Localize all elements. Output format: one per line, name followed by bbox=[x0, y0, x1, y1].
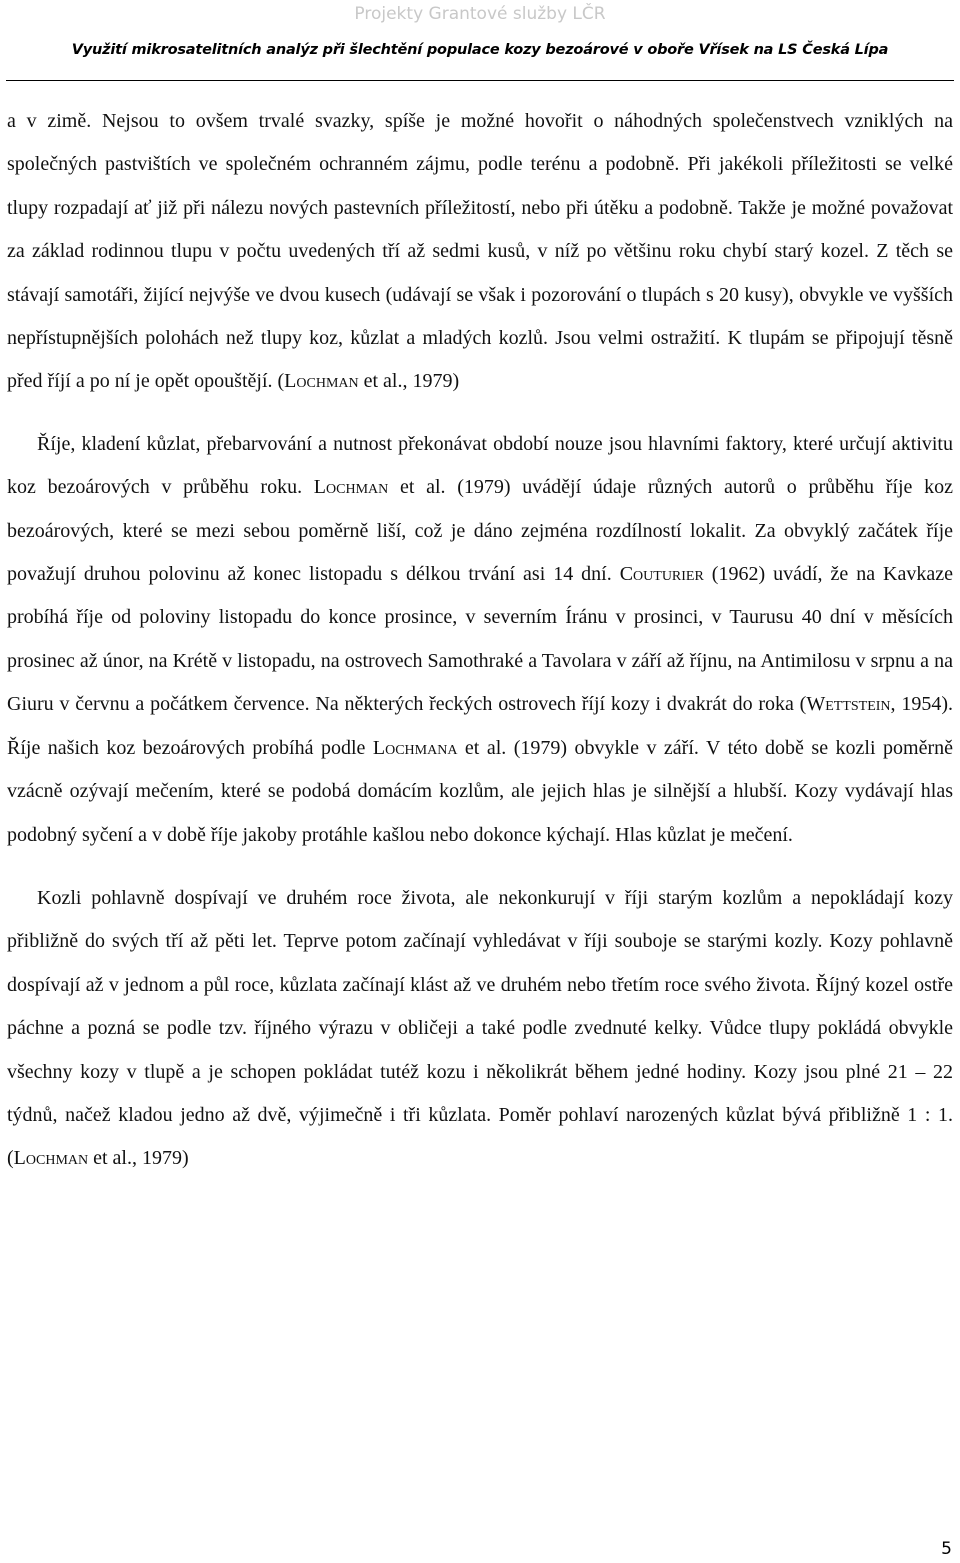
text-segment: Kozli pohlavně dospívají ve druhém roce života, ale nekonkurují v říji starým kozlům a nepokládají kozy přibližně do svých tří až pěti let. Teprve potom začínají vyhledávat v říji souboje se starými kozly. Kozy pohlavně dospívají až v jednom a půl roce, kůzlata začínají klást až ve druhém nebo třetím roce svého života. Říjný kozel ostře páchne a pozná se podle tzv. říjného výrazu v obličeji a také podle zvednuté kelky. Vůdce tlupy pokládá obvykle všechny kozy v tlupě a je schopen pokládat tutéž kozu i několikrát během jedné hodiny. Kozy jsou plné 21 – 22 týdnů, načež kladou jedno až dvě, výjimečně i tři kůzlata. Poměr pohlaví narozených kůzlat bývá přibližně 1 : 1. ( bbox=[7, 886, 953, 1170]
paragraph-1 bbox=[7, 100, 953, 404]
author-citation: Lochman bbox=[13, 1147, 89, 1170]
author-citation: Lochman bbox=[313, 476, 389, 499]
text-segment: et al., 1979) bbox=[88, 1147, 189, 1170]
author-citation: Lochman bbox=[284, 370, 359, 393]
header-title: Projekty Grantové služby LČR bbox=[354, 4, 606, 24]
header-subtitle: Využití mikrosatelitních analýz při šlechtění populace kozy bezoárové v oboře Vřísek na LS Česká Lípa bbox=[71, 42, 889, 58]
author-citation: Wettstein bbox=[806, 693, 891, 716]
text-segment: a v zimě. Nejsou to ovšem trvalé svazky, spíše je možné hovořit o náhodných společenstvech vzniklých na společných pastvištích ve společném ochranném zájmu, podle terénu a podobně. Při jakékoli příležitosti se velké tlupy rozpadají ať již při nálezu nových pastevních příležitostí, nebo při útěku a podobně. Takže je možné považovat za základ rodinnou tlupu v počtu uvedených tří až sedmi kusů, v níž po většinu roku chybí starý kozel. Z těch se stávají samotáři, žijící nejvýše ve dvou kusech (udávají se však i pozorování o tlupách s 20 kusy), obvykle ve vyšších nepřístupnějších polohách než tlupy koz, kůzlat a mladých kozlů. Jsou velmi ostražití. K tlupám se připojují těsně před říjí a po ní je opět opouštějí. ( bbox=[7, 110, 953, 393]
text-segment: (1962) uvádí, že na Kavkaze probíhá říje od poloviny listopadu do konce prosince, v severním Íránu v prosinci, v Taurusu 40 dní v měsících prosinec až únor, na Krétě v listopadu, na ostrovech Samothraké a Tavolara v září až říjnu, na Antimilosu v srpnu a na Giuru v červnu a počátkem července. Na některých řeckých ostrovech říjí kozy i dvakrát do roka ( bbox=[7, 563, 953, 716]
paragraph-2 bbox=[7, 423, 953, 857]
document-body bbox=[7, 100, 953, 1181]
paragraph-3 bbox=[7, 877, 953, 1181]
author-citation: Couturier bbox=[619, 563, 704, 586]
author-citation: Lochmana bbox=[372, 736, 458, 759]
page-number: 5 bbox=[941, 1539, 952, 1559]
header-divider bbox=[6, 80, 954, 81]
text-segment: Říje, kladení kůzlat, přebarvování a nutnost překonávat období nouze jsou hlavními faktory, které určují aktivitu koz bezoárových v průběhu roku. bbox=[7, 432, 953, 499]
text-segment: , 1954). Říje našich koz bezoárových probíhá podle bbox=[7, 693, 953, 759]
text-segment: et al., 1979) bbox=[358, 370, 460, 393]
text-segment: et al. (1979) obvykle v září. V této době se kozli poměrně vzácně ozývají mečením, které se podobá domácím kozlům, ale jejich hlas je silnější a hlubší. Kozy vydávají hlas podobný syčení a v době říje jakoby protáhle kašlou nebo dokonce kýchají. Hlas kůzlat je mečení. bbox=[7, 736, 953, 846]
text-segment: et al. (1979) uvádějí údaje různých autorů o průběhu říje koz bezoárových, které se mezi sebou poměrně liší, což je dáno zejména rozdílností lokalit. Za obvyklý začátek říje považují druhou polovinu až konec listopadu s délkou trvání asi 14 dní. bbox=[7, 476, 953, 586]
